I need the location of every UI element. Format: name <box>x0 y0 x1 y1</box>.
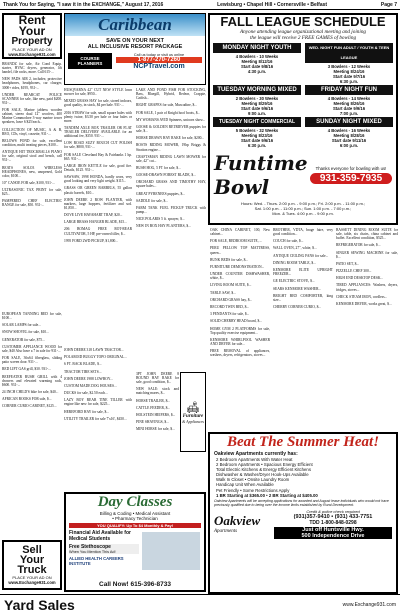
list-item: MY WOMANS AVID Spinners, unicorn show... <box>136 117 206 122</box>
day-classes-line2: • Pharmacy Technician <box>112 516 158 521</box>
list-item: DOVE LIVE HAVAHART TRAP, $20... <box>64 213 123 218</box>
rent-url[interactable]: www.Exchange931.com <box>8 52 56 57</box>
list-item: MIXED GRASS HAY for sale, stored indoors, good quality, in stock, $4 per bale. 931-... <box>64 99 132 108</box>
league-line: 5 Bowlers - 32 Weeks <box>235 128 279 133</box>
league-line: Start date 9/6/16 <box>240 138 274 143</box>
league-line: 6:30 p.m. <box>339 79 359 84</box>
list-item: RED LIFT GAS grill, $30. 931-... <box>2 367 51 372</box>
day-classes-tag1: YOU QUALIFY: Up To $4 Monthly & Pay! <box>69 523 201 528</box>
list-item: FOR SALE Cleveland Hay & Fairbanks 1 hp. $65. 931-... <box>64 152 132 161</box>
free-stethoscope-note: When You Mention This Ad! <box>69 550 116 554</box>
league-cell <box>305 85 393 117</box>
day-classes-tag2: Financial Aid Available for Medical Students <box>69 530 131 542</box>
list-item: BASSETT DINING ROOM SUITE for sale, table, six chairs, china cabinet and buffet. Excellent condition, $525... <box>336 228 398 241</box>
league-line: 4:30 p.m. <box>247 69 267 74</box>
classifieds-col5 <box>273 228 333 428</box>
list-item: BEATS SOLO3 WIRELESS HEADPHONES, new, unopened, Gold color, $100... <box>2 165 62 178</box>
day-classes-phone[interactable]: Call Now! 615-396-8733 <box>99 581 171 588</box>
sell-truck-ad[interactable] <box>2 540 62 590</box>
bowl-phone[interactable]: 931-359-7935 <box>310 173 392 184</box>
rent-line2: Your <box>18 24 46 38</box>
list-item: POLAROID BUGGY TOPO ORIGINAL... <box>64 355 127 360</box>
list-item: TIRED APPLIANCES: Washers, dryers, fridges, stoves... <box>336 283 398 292</box>
fall-league-sub1: Anyone attending league organizational meeting and joining <box>239 29 367 35</box>
list-item: CHERRY CORNER CURIO, $... <box>273 304 322 309</box>
list-item: FOR SALE, 36x64 fiberglass, sliding patio screen door. 931-... <box>2 356 62 365</box>
list-item: FOR SALE, Marine jabbess wooden cabinet, stereo dual 12" woofers, 400 Marine Commodore 3-way marine tower speakers, have 6 $25/each... <box>2 108 62 125</box>
oakview-addr: Just off Huntsville Hwy. <box>274 527 392 533</box>
sell-line3: Truck <box>17 564 47 576</box>
sell-url[interactable]: www.Exchange931.com <box>8 580 56 585</box>
list-item: KENMORE ELITE UPRIGHT FREEZER... <box>273 268 333 277</box>
list-item: 3 PENDANTS for sale, $... <box>210 312 250 317</box>
list-item: BRANDZ for sale, Air Cond Equip. starter, HVAC dryers, generator, lift handel, file racks, more. Call 615-... <box>2 62 62 75</box>
list-item: LIVING ROOM SUITE, $... <box>210 283 252 288</box>
list-item: TANDEM AXLE BOX TRAILER OR FLAT TRAILER DELIVERY AVAILABLE for an additional fee, $350. 931-... <box>64 125 132 139</box>
list-item: BEEFEATER RUSH GRILL with 4 drawers and elevated warming rack, $600. 931-... <box>2 374 62 387</box>
list-item: TABLE SAW, $... <box>210 290 236 295</box>
rent-line3: Property <box>11 36 53 47</box>
rent-property-ad[interactable] <box>2 13 62 59</box>
list-item: LARGE IRON KETTLE for sale, good fire. Details, $125. 931-... <box>64 163 132 172</box>
credit-check: Credit & police check required <box>306 508 360 514</box>
list-item: SOLID CHERRY HEAD board, $... <box>210 319 262 324</box>
list-item: 1995 FORD 2WD PICKUP, $1,800... <box>64 238 119 243</box>
list-item: 2 Bedroom Apartments • Spacious Energy Efficient <box>216 462 313 468</box>
oakview-apartments-ad <box>208 432 398 594</box>
list-item: SEARS KENMORE WASHER... <box>273 286 322 291</box>
list-item: Pet Friendly • Some Restrictions Apply <box>216 487 290 493</box>
hours-line: Sat. 1:00 p.m. - 11:00 p.m.; Sun. 1:00 p.m. - 7:00 p.m.; <box>254 206 352 211</box>
league-line: Start date 9/6/16 <box>240 106 274 111</box>
list-item: HIGH END DESKTOP DESK... <box>336 276 384 281</box>
caribbean-phone[interactable]: 1-877-270-7260 <box>116 57 202 63</box>
fall-league-title: FALL LEAGUE SCHEDULE <box>220 14 386 29</box>
caribbean-url[interactable]: NCPTravel.com <box>133 63 185 70</box>
league-line: Start date 9/9/16 <box>332 106 366 111</box>
list-item: CUSTOMER APPLIANCE WOOD for sale, $40 Also have a 7 in sale for 931-... <box>2 344 62 353</box>
funtime-bowl-logo: Funtime Bowl <box>214 151 308 199</box>
classifieds-col2b <box>64 348 132 490</box>
list-item: GRASS OR GREEN BARRELS, 55 gallon plastic barrels, $10... <box>64 186 132 195</box>
league-line: 6:30 p.m. <box>247 143 267 148</box>
sell-line2: Your <box>19 554 45 566</box>
list-item: UNDER COUNTER DISHWASHER, white, $... <box>210 272 270 281</box>
list-item: FARM TANK FUEL PICKUP TRUCK with pump... <box>136 206 206 215</box>
list-item: BRIGHT BED COMFORTER, king size... <box>273 293 333 302</box>
list-item: COLLECTION OF MUSIC, A & B, REO, CDs, vinyl, cassette, 931-... <box>2 127 62 136</box>
list-item: 6 FT. BACK BLADE, $... <box>64 362 102 367</box>
league-line: 4 Bowlers - 16 Weeks <box>327 128 371 133</box>
sell-line4: PLACE YOUR AD ON <box>12 575 52 580</box>
list-item: NEW PADS AIR 2, includes; protective headphones, headphones, car charger, 3000+ rides, $195, 931-... <box>2 77 62 90</box>
list-item: OAK CHINA CABINET, 100, New cabinet... <box>210 228 270 237</box>
furniture-appliances-ad <box>180 372 206 452</box>
oakview-addr2: 500 Independence Drive <box>274 533 392 539</box>
league-line: 4 Bowlers - 14 Weeks <box>327 96 371 101</box>
list-item: ANTIQUE CEILING FANS for sale... <box>273 253 329 258</box>
list-item: SAWSAW, 1998 HONDA, hardly worn, very good looking and very light weight. $115... <box>64 175 132 184</box>
list-item: UTILITY TRAILER for sale 7'x16', $450... <box>64 416 127 421</box>
list-item: SOLAR LAMPS for sale... <box>2 323 41 328</box>
league-line: Start date 9/7/16 <box>332 74 366 79</box>
list-item: GENERATOR for sale, $75... <box>2 337 45 342</box>
list-item: 10" CANOE FOR sale, $100, 931-... <box>2 180 55 185</box>
list-item: HOLSTEIN HEIFERS, $... <box>136 413 176 418</box>
beat-heat-sub: Oakview Apartments currently has: <box>214 451 298 457</box>
header-right: Page 7 <box>380 1 397 8</box>
list-item: FREE REMOVAL of appliances, washers, dryers, refrigerators, stoves... <box>210 349 270 358</box>
beat-heat-note: Oakview Apartments will be accepting applications for awarded and August lease individuals who would not have previously qualified due to being over the income limits established by Rural Development. <box>214 498 389 507</box>
list-item: FOR SALE, 1 pair of Knight hoof boots, $... <box>136 110 201 115</box>
league-line: 2 Bowlers - 30 Weeks <box>235 96 279 101</box>
classifieds-col1b <box>2 312 62 497</box>
league-cell-title: TUESDAY NIGHT COMMERCIAL <box>213 117 301 127</box>
list-item: COUCH for sale, $... <box>273 239 304 244</box>
list-item: PATIO SET, $... <box>336 261 360 266</box>
caribbean-line1: SAVE ON YOUR NEXT <box>106 38 164 44</box>
league-cell-title: FRIDAY NIGHT FUN <box>305 85 393 95</box>
list-item: GREAT PYRENEES puppies, $... <box>136 191 185 196</box>
league-line: Meeting 8/28/16 <box>333 133 365 138</box>
league-line: 3 Bowlers - 12 Weeks <box>327 64 371 69</box>
list-item: Walk In Closet • Onsite Laundry Room <box>216 477 290 483</box>
league-line: Meeting 8/23/16 <box>241 133 273 138</box>
sell-line1: Sell <box>22 544 42 556</box>
list-item: AFRICAN BOOKS FOR sale, $... <box>2 397 52 402</box>
list-item: SNOW SHOVEL for sale, $10... <box>2 330 49 335</box>
list-item: LAZY BOY REAR TINE TILLER with engine like new for sale, $225... <box>64 398 132 407</box>
beat-heat-title: Beat The Summer Heat! <box>226 434 380 450</box>
list-item: LOW ROAD SUZY BOUCH CUT POLISH for sale, $800, 931-... <box>64 141 132 150</box>
rent-line4: PLACE YOUR AD ON <box>12 47 52 52</box>
oakview-logo-sub: Apartments <box>214 529 238 535</box>
list-item: NEW SALE: stock and matching mares, $... <box>136 387 179 396</box>
league-cell <box>305 43 393 85</box>
students-photo <box>142 532 200 570</box>
list-item: UNDER REARCAT POLICE SCANNER for sale, like new, paid $200. 931-... <box>2 92 62 105</box>
list-item: ORCHARD GRASS AND TIMOTHY HAY, square bales... <box>136 180 206 189</box>
classifieds-col3 <box>136 88 206 370</box>
caribbean-call: Call us today or visit us online <box>133 53 185 57</box>
list-item: EUROPEAN TANNING BED for sale, $100... <box>2 312 62 321</box>
day-classes-ad[interactable] <box>64 492 206 592</box>
list-item: LAKE AND POND FISH FOR STOCKING, Bass, Bluegill, Hybrid, Redear, Crappie, Catfish... <box>136 88 206 101</box>
league-cell-title: MONDAY NIGHT YOUTH <box>213 43 301 53</box>
rent-line1: Rent <box>18 13 46 27</box>
list-item: HEREFORD HAY for sale, $... <box>64 409 110 414</box>
oakview-logo: Oakview <box>214 513 261 529</box>
list-item: 206 BOMAG FREE ROT-REAR CULTIVATOR, 5 HP, pre-owned tiller, $... <box>64 227 132 236</box>
list-item: TRACTOR TIRE SETS... <box>64 369 102 374</box>
list-item: SINGER SEWING MACHINE for sale, $... <box>336 250 398 259</box>
school-name: ALLIED HEALTH CAREERS INSTITUTE <box>69 556 124 566</box>
list-item: HORSE DRAWN HAY RAKE for sale, $200... <box>136 136 205 141</box>
sofa-icon: 🛋 <box>186 401 200 414</box>
league-line: 4 Bowlers - 10 Weeks <box>235 54 279 59</box>
list-item: 3PT JOHN DEERE 8 BOUND HAY RAKE for sale, good condition, $... <box>136 372 179 385</box>
hours-line: Hours: Wed. - Thurs. 2:00 p.m. - 9:00 p.m.; Fri. 2:00 p.m. - 11:00 p.m.; <box>240 201 366 206</box>
list-item: LARGE BRASS HANGER BLADE, $15... <box>64 220 127 225</box>
list-item: JOHN DEERE 1988 LOWBOY... <box>64 376 113 381</box>
list-item: DUCKS for sale, $2.50 each... <box>64 391 108 396</box>
header-center: Lewisburg • Chapel Hill • Cornersville • Belfast <box>217 1 328 8</box>
list-item: SADDLE for sale, $... <box>136 198 169 203</box>
league-line: 9:00 a.m. <box>248 111 266 116</box>
list-item: ROSTS RIDING MOWER, 19hp Briggs & Stratton engine... <box>136 143 206 152</box>
list-item: RIGHT GRAPES for sale, Muscadine, $... <box>136 103 198 108</box>
caribbean-travel-ad[interactable] <box>64 13 206 85</box>
caribbean-line2: ALL INCLUSIVE RESORT PACKAGE <box>87 44 183 50</box>
list-item: 1 BR Starting at $365.00 • 2 BR Starting at $405.00 <box>216 492 318 498</box>
list-item: CUSTOM MADE DOG HOUSES... <box>64 383 117 388</box>
hours-line: Mon. & Tues. 4:00 p.m. - 9:00 p.m. <box>272 211 334 216</box>
classifieds-col2 <box>64 88 132 346</box>
list-item: GOOSE & GOLDEN RETRIEVER puppies for sale, $... <box>136 124 206 134</box>
oakview-tdd[interactable]: TDD 1-800-848-0298 <box>309 519 357 526</box>
classifieds-col1 <box>2 62 62 310</box>
list-item: PIZZELLE CHEF 300... <box>336 269 372 274</box>
list-item: ANTIQUE HIT TROCKBALLS PIANO for sale, original stool and bench, call 931-... <box>2 150 62 163</box>
thanks-text: Thanks everyone for bowling with us! <box>315 166 387 171</box>
league-cell <box>213 117 301 149</box>
list-item: WALL OVEN, 27", white, $... <box>273 246 317 251</box>
yard-sales-title: Yard Sales <box>4 596 75 613</box>
list-item: ULTRASONIC TAX PRINT for sale, $25... <box>2 188 62 197</box>
list-item: ORCHARD GRASS hay, $... <box>210 297 253 302</box>
oakview-phone[interactable]: (931)357-9410 • (931) 433-7751 <box>293 513 373 520</box>
list-item: FURNITURE DEMONSTRATION... <box>210 264 265 269</box>
list-item: GE ELECTRIC STOVE, $... <box>273 279 315 284</box>
league-cell-title: TUESDAY MORNING MIXED <box>213 85 301 95</box>
list-item: BROTHER, VDTA, brage faire, very good condition... <box>273 228 333 237</box>
list-item: DINING ROOM TABLE, $... <box>273 260 316 265</box>
league-cell <box>213 85 301 117</box>
footer-url[interactable]: www.Exchange931.com <box>342 601 396 608</box>
free-stethoscope-label: Free Stethoscope <box>69 544 111 550</box>
list-item: REFRIGERATOR for sale, $... <box>336 243 381 248</box>
list-item: CORNER CURIO CABINET, $125... <box>2 404 57 409</box>
classifieds-col3b <box>136 372 179 452</box>
list-item: BUNK BEDS for sale, $... <box>210 257 249 262</box>
list-item: PINE SHAVINGS, $... <box>136 420 169 425</box>
caribbean-title: Caribbean <box>98 15 172 34</box>
list-item: KENMORE WHIRLPOOL WASHER AND DRYER for sale... <box>210 337 270 346</box>
list-item: NICE POLARIS 5 ft. sprayer, $... <box>136 217 185 222</box>
page-header <box>0 0 400 10</box>
yard-sales-footer <box>0 594 400 614</box>
day-classes-title: Day Classes <box>97 494 173 510</box>
league-cell-title: SUNDAY NIGHT MIXED <box>305 117 393 127</box>
league-line: Start date 9/11/16 <box>331 138 367 143</box>
fall-league-sub2: the league will receive 2 FREE GAMES of bowling <box>249 35 357 41</box>
list-item: CHECK STEAM IRON, cordless... <box>336 294 388 299</box>
league-line: Meeting 8/26/16 <box>333 101 365 106</box>
list-item: Dishwasher & Washer/Dryer Hook-Ups Available <box>216 472 309 478</box>
league-line: Meeting 8/29/16 <box>241 101 273 106</box>
list-item: PAMPERED CHEF ELECTRIC RANGE for sale, $50. 931-... <box>2 199 62 208</box>
course-planners-logo: COURSE PLANNERS <box>68 53 112 69</box>
list-item: KENMORE DRYER, works great, $... <box>336 301 392 306</box>
league-line: Meeting 8/24/16 <box>333 69 365 74</box>
list-item: Handicap Unit When Available <box>216 482 274 488</box>
header-left: Thank You for Saying, "I saw it in the EXCHANGE," August 17, 2016 <box>3 1 164 8</box>
list-item: NEW IN BOX HAY PLANTERS, $... <box>136 224 191 229</box>
league-cell-title: WED. NIGHT FUN ADULT / YOUTH & TEEN LEAGUE <box>305 43 393 63</box>
list-item: HOME GYM 2 PLATFORMS for sale, Top quality exercise equipment... <box>210 326 270 335</box>
list-item: 2 Bedroom Apartments With Water Heat <box>216 457 293 462</box>
league-line: 7:00 p.m. <box>339 111 359 116</box>
list-item: HORSE TRAILER, $... <box>136 398 171 403</box>
list-item: JOHN DEERE 318 LAWN TRACTOR... <box>64 348 124 352</box>
league-line: Start date 9/8/16 <box>240 64 274 69</box>
fall-league-ad <box>208 13 398 225</box>
league-line: Meeting 8/12/16 <box>241 59 273 64</box>
list-item: Total Electric Kitchens & Energy Efficient Kitchens <box>216 467 311 473</box>
list-item: FOR SALE, BEDROOM SUITE, ... <box>210 239 263 244</box>
league-cell <box>305 117 393 149</box>
list-item: JOHN DEERE 2 ROW PLANTER, with markers, large hoppers, fertilizer and sod. $1,850... <box>64 197 132 210</box>
classifieds-col6 <box>336 228 398 428</box>
list-item: 2016 STRAW for sale, small square bales with plenty twine, $3.50 per bale or four bales or more. <box>64 110 132 123</box>
furniture-title: Furniture <box>182 413 204 419</box>
list-item: MINI HORSE for sale, $... <box>136 427 175 432</box>
furniture-subtitle: & Appliances <box>182 418 204 424</box>
league-line: 6:00 p.m. <box>339 143 359 148</box>
list-item: 24 INCH CHILD'S bike for sale, $40... <box>2 389 59 394</box>
list-item: CATTLE FEEDER, $... <box>136 405 171 410</box>
list-item: HUSQVARNA 42" CUT NEW STYLE lawn mower for sale, $950... <box>64 88 132 97</box>
list-item: RECORD TWIN BED, $... <box>210 304 250 309</box>
classifieds-col4 <box>210 228 270 428</box>
league-cell <box>213 43 301 85</box>
list-item: PERU PELLOW TOP MATTRESS, queen... <box>210 246 270 255</box>
list-item: CRAFTSMAN RIDING LAWN MOWER for sale, 42" cut... <box>136 154 206 163</box>
day-classes-line1: Billing & Coding • Medical Assistant <box>99 511 171 516</box>
list-item: BELOWS POND for sale, excellent condition, multi treating pieces, $100... <box>2 138 62 147</box>
list-item: BUSH HOG, 5 FT for sale, $... <box>136 165 181 170</box>
list-item: GOOSE-DRAWN FOREST BLADE, $... <box>136 173 196 178</box>
